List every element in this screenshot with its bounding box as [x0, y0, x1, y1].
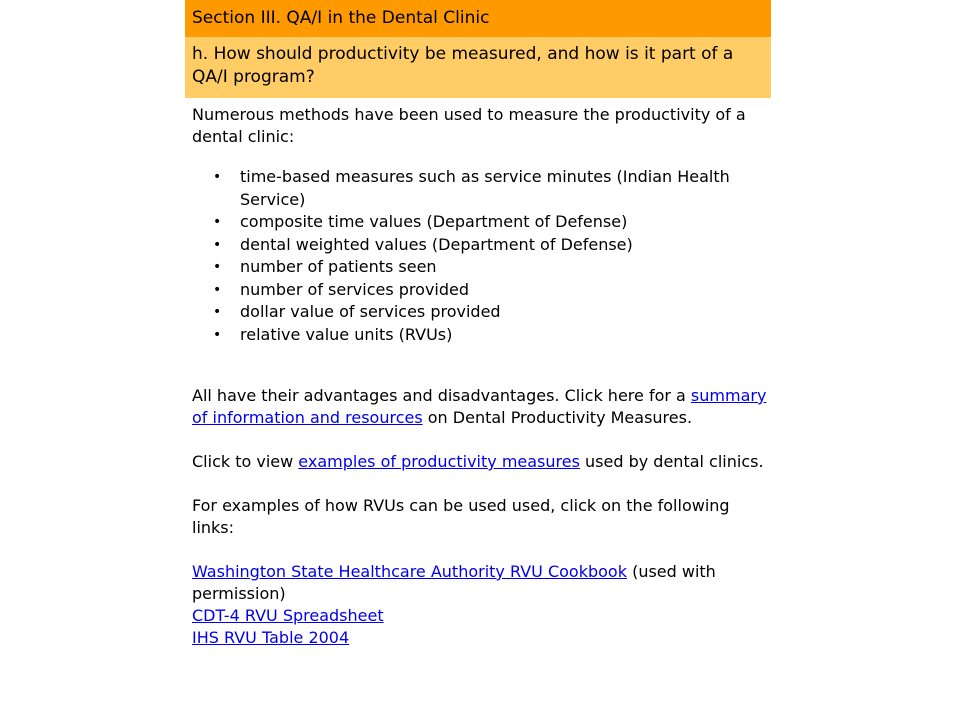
- bullet-icon: •: [213, 169, 222, 185]
- question-title: h. How should productivity be measured, and how is it part of a QA/I program?: [192, 44, 734, 87]
- ihs-rvu-table-link[interactable]: IHS RVU Table 2004: [192, 628, 350, 647]
- list-item: • dental weighted values (Department of Defense): [240, 234, 748, 257]
- permission-note: (used with permission): [192, 562, 716, 603]
- main-content: [185, 98, 771, 649]
- intro-text: Numerous methods have been used to measure the productivity of a dental clinic:: [192, 105, 746, 146]
- bullet-icon: •: [213, 326, 222, 343]
- methods-list: [192, 166, 748, 346]
- list-item: • dollar value of services provided: [240, 301, 748, 324]
- question-header: [185, 37, 771, 98]
- content-panel: [185, 0, 771, 649]
- bullet-icon: •: [213, 236, 222, 253]
- bullet-icon: •: [213, 259, 222, 275]
- section-header: [185, 0, 771, 37]
- washington-cookbook-link[interactable]: Washington State Healthcare Authority RVU Cookbook: [192, 562, 627, 581]
- list-item: • composite time values (Department of Defense): [240, 211, 748, 234]
- summary-link[interactable]: summary of information and resources: [192, 386, 767, 427]
- list-item: • number of patients seen: [240, 256, 748, 279]
- section-title: Section III. QA/I in the Dental Clinic: [192, 8, 490, 28]
- rvu-paragraph: For examples of how RVUs can be used used, click on the following links:: [192, 496, 730, 537]
- summary-paragraph: All have their advantages and disadvantages. Click here for a summary of information and resources on Dental Productivity Measures.: [192, 386, 767, 427]
- examples-paragraph: Click to view examples of productivity measures used by dental clinics.: [192, 452, 764, 471]
- list-item: • time-based measures such as service minutes (Indian Health Service): [213, 167, 730, 209]
- list-item: • relative value units (RVUs): [240, 324, 748, 347]
- bullet-icon: •: [213, 281, 222, 298]
- bullet-icon: •: [213, 304, 222, 320]
- examples-link[interactable]: examples of productivity measures: [298, 452, 580, 471]
- cdt4-spreadsheet-link[interactable]: CDT-4 RVU Spreadsheet: [192, 606, 384, 625]
- rvu-links: [192, 561, 767, 649]
- bullet-icon: •: [213, 214, 222, 230]
- list-item: • number of services provided: [240, 279, 748, 302]
